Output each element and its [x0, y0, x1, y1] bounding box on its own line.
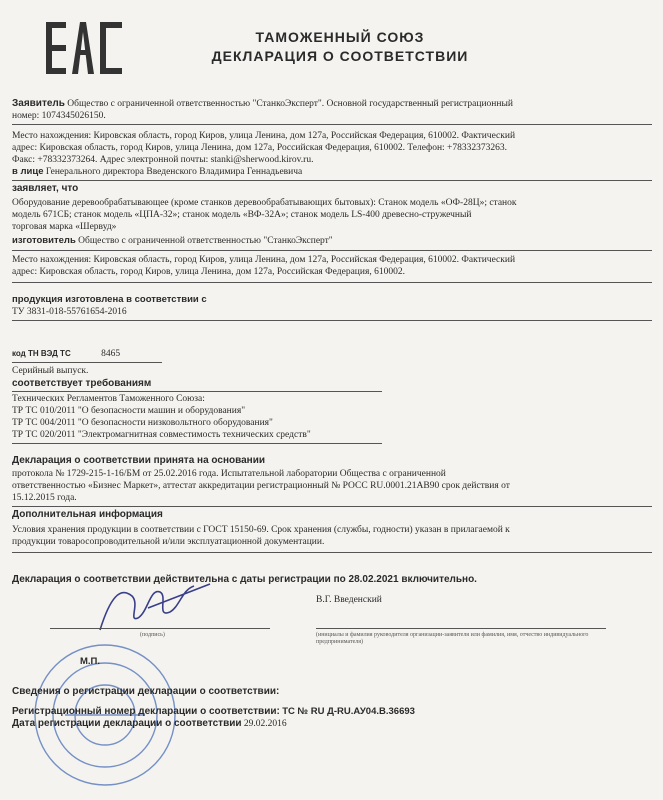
divider — [12, 443, 382, 444]
requirements-line-1: Технических Регламентов Таможенного Союза: — [12, 394, 205, 404]
additional-line-2: продукции товаросопроводительной и/или эксплуатационной документации. — [12, 537, 325, 547]
manufacturer-value: Общество с ограниченной ответственностью "СтанкоЭксперт" — [78, 236, 333, 246]
signer-caption: (инициалы и фамилия руководителя организации-заявителя или фамилия, имя, отчество индивидуального предпринимателя) — [316, 632, 589, 645]
divider — [12, 124, 652, 125]
tnved-value: 8465 — [101, 349, 121, 359]
requirements-line-4: ТР ТС 020/2011 "Электромагнитная совместимость технических средств" — [12, 430, 311, 440]
signature-caption: (подпись) — [140, 632, 165, 638]
applicant-line-1 — [12, 98, 513, 110]
divider — [12, 180, 652, 181]
basis-label: Декларация о соответствии принята на основании — [12, 455, 266, 466]
seal-place: М.П. — [80, 656, 101, 667]
divider — [12, 250, 652, 251]
registration-number: ТС № RU Д-RU.АУ04.В.36693 — [282, 706, 415, 717]
applicant-line-4: адрес: Кировская область, город Киров, улица Ленина, дом 127а, Российская Федерация, 610002. Телефон: +78332373263. — [12, 143, 508, 153]
applicant-line-2: номер: 1074345026150. — [12, 111, 106, 121]
requirements-line-3: ТР ТС 004/2011 "О безопасности низковольтного оборудования" — [12, 418, 273, 428]
registration-date-label: Дата регистрации декларации о соответствии — [12, 718, 242, 729]
applicant-line-3: Место нахождения: Кировская область, город Киров, улица Ленина, дом 127а, Российская Федерация, 610002. Фактический — [12, 131, 516, 141]
tnved-line — [12, 348, 120, 360]
additional-line-1: Условия хранения продукции в соответствии с ГОСТ 15150-69. Срок хранения (службы, годности) указан в прилагаемой к — [12, 525, 510, 535]
document-title — [180, 28, 500, 66]
applicant-line-5: Факс: +78332373264. Адрес электронной почты: stanki@sherwood.kirov.ru. — [12, 155, 314, 165]
divider — [12, 362, 162, 363]
validity-text: Декларация о соответствии действительна с даты регистрации по 28.02.2021 включительно. — [12, 574, 477, 585]
basis-line-1: протокола № 1729-215-1-16/БМ от 25.02.2016 года. Испытательной лаборатории Общества с ограниченной — [12, 469, 446, 479]
signature-line — [50, 628, 270, 629]
serial-text: Серийный выпуск. — [12, 366, 89, 376]
registration-number-line — [12, 706, 415, 718]
requirements-label: соответствует требованиям — [12, 378, 152, 389]
divider — [12, 320, 652, 321]
production-label: продукция изготовлена в соответствии с — [12, 294, 207, 305]
registration-number-label: Регистрационный номер декларации о соответствии: — [12, 706, 280, 717]
registration-date-line — [12, 718, 287, 730]
signer-name: В.Г. Введенский — [316, 595, 382, 605]
title-line-1: ТАМОЖЕННЫЙ СОЮЗ — [255, 29, 425, 45]
person-label: в лице — [12, 166, 44, 177]
manufacturer-line — [12, 235, 333, 247]
declares-line-5: адрес: Кировская область, город Киров, улица Ленина, дом 127а, Российская Федерация, 610002. — [12, 267, 405, 277]
basis-line-3: 15.12.2015 года. — [12, 493, 77, 503]
eac-logo — [44, 18, 126, 78]
requirements-line-2: ТР ТС 010/2011 "О безопасности машин и оборудования" — [12, 406, 246, 416]
title-line-2: ДЕКЛАРАЦИЯ О СООТВЕТСТВИИ — [211, 48, 469, 64]
divider — [12, 391, 382, 392]
person-value: Генерального директора Введенского Владимира Геннадьевича — [45, 167, 303, 177]
registration-label: Сведения о регистрации декларации о соответствии: — [12, 686, 280, 697]
declares-line-1: Оборудование деревообрабатывающее (кроме станков деревообрабатывающих бытовых): Станок модель «ОФ-28Ц»; станок — [12, 198, 517, 208]
declares-line-4: Место нахождения: Кировская область, город Киров, улица Ленина, дом 127а, Российская Федерация, 610002. Фактический — [12, 255, 516, 265]
declares-line-2: модель 671СБ; станок модель «ЦПА-32»; станок модель «ВФ-32А»; станок модель LS-400 древесно-стружечный — [12, 210, 472, 220]
additional-label: Дополнительная информация — [12, 509, 163, 520]
declares-line-3: торговая марка «Шервуд» — [12, 222, 117, 232]
applicant-label: Заявитель — [12, 98, 65, 109]
basis-line-2: ответственностью «Бизнес Маркет», аттестат аккредитации регистрационный № РОСС RU.0001.21АВ90 срок действия от — [12, 481, 510, 491]
divider — [12, 552, 652, 553]
signer-line — [316, 628, 606, 629]
registration-date: 29.02.2016 — [243, 719, 287, 729]
declares-label: заявляет, что — [12, 183, 79, 194]
tnved-label: код ТН ВЭД ТС — [12, 349, 71, 358]
production-value: ТУ 3831-018-55761654-2016 — [12, 307, 127, 317]
applicant-person-line — [12, 166, 302, 178]
divider — [12, 282, 652, 283]
manufacturer-label: изготовитель — [12, 235, 76, 246]
applicant-text: Общество с ограниченной ответственностью "СтанкоЭксперт". Основной государственный регистрационный — [67, 99, 513, 109]
divider — [12, 506, 652, 507]
